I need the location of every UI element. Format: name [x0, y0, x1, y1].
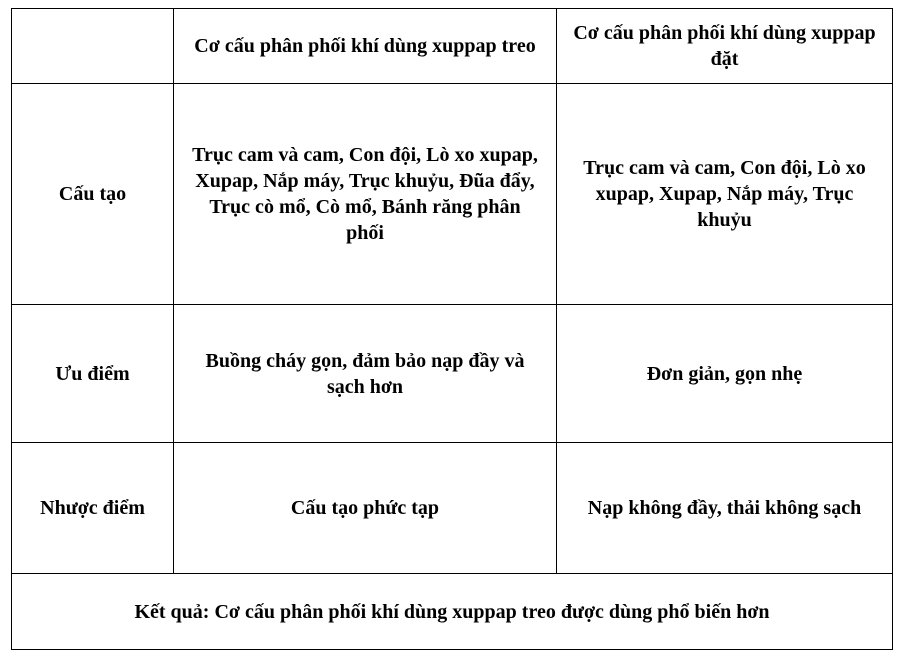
row-label-uu-diem: Ưu điểm [12, 305, 174, 443]
cell-uu-diem-treo: Buồng cháy gọn, đảm bảo nạp đầy và sạch hơn [174, 305, 557, 443]
table-row-nhuoc-diem [12, 443, 893, 574]
comparison-table [11, 8, 893, 650]
cell-nhuoc-diem-treo: Cấu tạo phức tạp [174, 443, 557, 574]
table-row-cau-tao [12, 84, 893, 305]
header-col-xuppap-dat: Cơ cấu phân phối khí dùng xuppap đặt [557, 9, 893, 84]
cell-nhuoc-diem-dat: Nạp không đầy, thải không sạch [557, 443, 893, 574]
cell-cau-tao-treo: Trục cam và cam, Con đội, Lò xo xupap, Xupap, Nắp máy, Trục khuỷu, Đũa đẩy, Trục cò mổ, Cò mổ, Bánh răng phân phối [174, 84, 557, 305]
header-col-xuppap-treo: Cơ cấu phân phối khí dùng xuppap treo [174, 9, 557, 84]
header-empty-cell [12, 9, 174, 84]
row-label-nhuoc-diem: Nhược điểm [12, 443, 174, 574]
row-label-cau-tao: Cấu tạo [12, 84, 174, 305]
table-row-uu-diem [12, 305, 893, 443]
footer-row [12, 574, 893, 650]
cell-uu-diem-dat: Đơn giản, gọn nhẹ [557, 305, 893, 443]
result-cell: Kết quả: Cơ cấu phân phối khí dùng xuppap treo được dùng phổ biến hơn [12, 574, 893, 650]
header-row [12, 9, 893, 84]
cell-cau-tao-dat: Trục cam và cam, Con đội, Lò xo xupap, Xupap, Nắp máy, Trục khuỷu [557, 84, 893, 305]
